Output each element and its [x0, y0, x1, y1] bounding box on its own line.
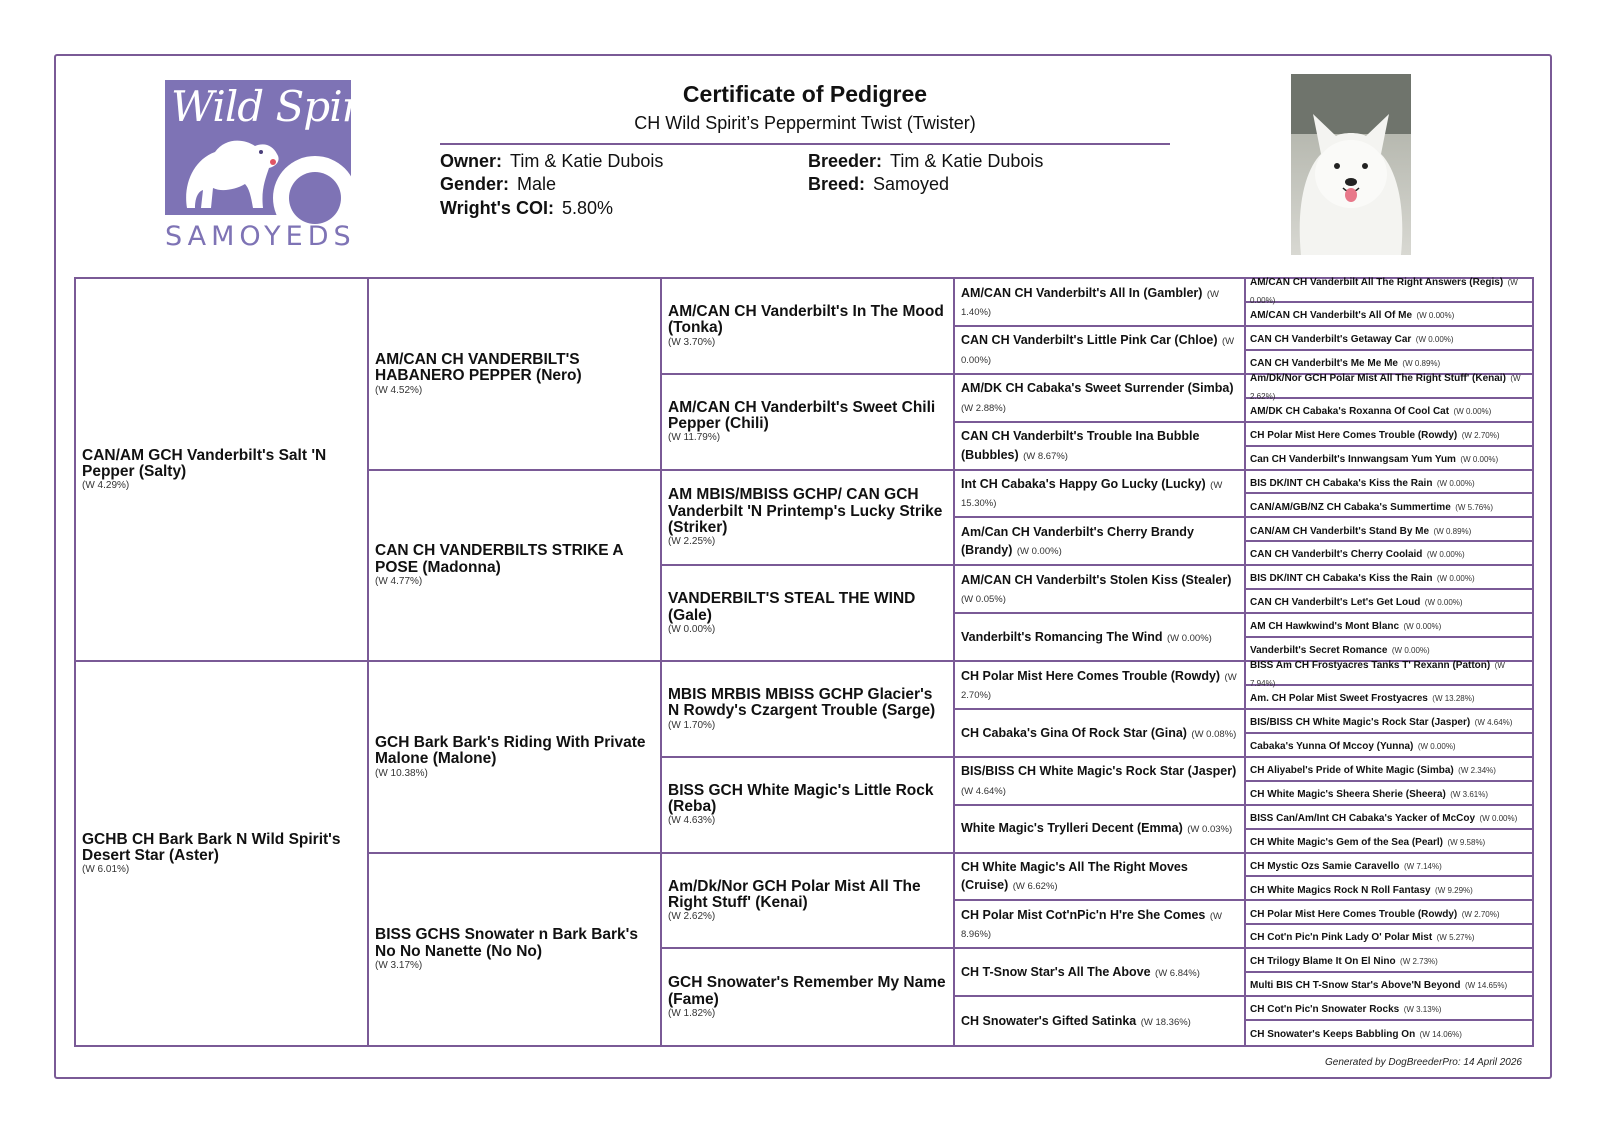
- header-divider: [440, 143, 1170, 145]
- dog-name: AM/CAN CH Vanderbilt's In The Mood (Tonka): [668, 303, 944, 337]
- coi-value: (W 6.62%): [1012, 881, 1058, 893]
- gender-value: Male: [517, 174, 557, 194]
- dog-name: BIS/BISS CH White Magic's Rock Star (Jasper): [961, 764, 1237, 779]
- dog-name: AM MBIS/MBISS GCHP/ CAN GCH Vanderbilt 'N Printemp's Lucky Strike (Striker): [668, 486, 943, 536]
- coi-value: (W 0.05%): [961, 594, 1006, 606]
- pedigree-cell-gen4-3: [955, 423, 1246, 471]
- dog-name: BISS Can/Am/Int CH Cabaka's Yacker of McCoy: [1250, 812, 1476, 824]
- coi-value: (W 10.38%): [375, 767, 428, 779]
- pedigree-cell-gen1-1: [76, 662, 369, 1045]
- pedigree-cell-gen5-30: [1246, 997, 1532, 1021]
- pedigree-cell-gen4-4: [955, 471, 1246, 519]
- pedigree-cell-gen5-4: [1246, 375, 1532, 399]
- coi-value: (W 0.00%): [1416, 311, 1455, 321]
- dog-name: CH White Magic's Gem of the Sea (Pearl): [1250, 836, 1443, 848]
- coi-value: (W 0.00%): [1403, 622, 1442, 632]
- pedigree-cell-gen3-2: [662, 471, 955, 567]
- dog-name: BISS GCHS Snowater n Bark Bark's No No Nanette (No No): [375, 926, 638, 960]
- coi-value: (W 3.13%): [1403, 1005, 1442, 1015]
- coi-value: (W 9.58%): [1447, 837, 1486, 847]
- pedigree-cell-gen3-3: [662, 566, 955, 662]
- pedigree-cell-gen5-16: [1246, 662, 1532, 686]
- coi-value: (W 0.00%): [1436, 574, 1475, 584]
- pedigree-cell-gen5-19: [1246, 734, 1532, 758]
- dog-name: CH Mystic Ozs Samie Caravello: [1250, 860, 1400, 872]
- dog-name: Am/Can CH Vanderbilt's Cherry Brandy (Brandy): [961, 524, 1194, 558]
- pedigree-cell-gen4-11: [955, 806, 1246, 854]
- dog-name: AM CH Hawkwind's Mont Blanc: [1250, 621, 1400, 633]
- pedigree-cell-gen4-1: [955, 327, 1246, 375]
- dog-name: CH Cabaka's Gina Of Rock Star (Gina): [961, 725, 1187, 740]
- dog-name: Am. CH Polar Mist Sweet Frostyacres: [1250, 693, 1428, 705]
- pedigree-cell-gen5-9: [1246, 494, 1532, 518]
- generation-2-column: [369, 279, 662, 1045]
- pedigree-cell-gen4-14: [955, 949, 1246, 997]
- coi-value: (W 4.63%): [668, 815, 716, 827]
- dog-name: Am/Dk/Nor GCH Polar Mist All The Right Stuff' (Kenai): [668, 877, 921, 911]
- pedigree-cell-gen4-8: [955, 662, 1246, 710]
- pedigree-cell-gen5-21: [1246, 782, 1532, 806]
- generated-footer: Generated by DogBreederPro: 14 April 2026: [1325, 1057, 1522, 1068]
- pedigree-cell-gen4-5: [955, 518, 1246, 566]
- coi-value: (W 4.52%): [375, 384, 423, 396]
- dog-name: BISS Am CH Frostyacres Tanks T' Rexann (Patton): [1250, 660, 1491, 672]
- coi-value: (W 4.77%): [375, 576, 423, 588]
- pedigree-cell-gen2-0: [369, 279, 662, 471]
- coi-value: (W 6.01%): [82, 864, 130, 876]
- coi-value: (W 14.06%): [1419, 1030, 1462, 1040]
- pedigree-cell-gen4-12: [955, 854, 1246, 902]
- pedigree-cell-gen5-18: [1246, 710, 1532, 734]
- coi-value: (W 0.00%): [1460, 454, 1499, 464]
- pedigree-cell-gen5-25: [1246, 877, 1532, 901]
- gender-label: Gender:: [440, 174, 510, 194]
- coi-value: (W 8.67%): [1023, 450, 1068, 462]
- pedigree-cell-gen5-24: [1246, 854, 1532, 878]
- dog-name: CH Snowater's Gifted Satinka: [961, 1013, 1137, 1028]
- dog-name: GCH Snowater's Remember My Name (Fame): [668, 974, 946, 1008]
- coi-value: (W 0.00%): [668, 623, 716, 635]
- dog-name: AM/CAN CH Vanderbilt's Stolen Kiss (Stealer): [961, 572, 1232, 587]
- coi-value: (W 7.14%): [1403, 861, 1442, 871]
- dog-name: CAN/AM CH Vanderbilt's Stand By Me: [1250, 525, 1430, 537]
- coi-value: (W 18.36%): [1140, 1016, 1191, 1028]
- dog-name: BIS DK/INT CH Cabaka's Kiss the Rain: [1250, 477, 1433, 489]
- coi-value: (W 14.65%): [1464, 981, 1508, 991]
- pedigree-cell-gen5-8: [1246, 471, 1532, 495]
- pedigree-cell-gen5-13: [1246, 590, 1532, 614]
- coi-value: (W 0.89%): [1402, 358, 1441, 368]
- coi-value: (W 4.29%): [82, 480, 130, 492]
- coi-value: (W 0.00%): [1453, 406, 1492, 416]
- dog-name: BIS DK/INT CH Cabaka's Kiss the Rain: [1250, 573, 1433, 585]
- coi-value: (W 2.34%): [1458, 765, 1496, 775]
- coi-value: (W 2.88%): [961, 402, 1006, 414]
- pedigree-cell-gen3-5: [662, 758, 955, 854]
- dog-name: CAN CH Vanderbilt's Cherry Coolaid: [1250, 549, 1423, 561]
- generation-4-column: [955, 279, 1246, 1045]
- breeder-field: [808, 151, 1043, 172]
- dog-name: AM/DK CH Cabaka's Roxanna Of Cool Cat: [1250, 405, 1450, 417]
- kennel-logo: [165, 80, 390, 252]
- coi-value: (W 2.70%): [1461, 430, 1500, 440]
- pedigree-cell-gen3-6: [662, 854, 955, 950]
- dog-name: CAN CH Vanderbilt's Little Pink Car (Chloe): [961, 333, 1218, 348]
- pedigree-cell-gen5-29: [1246, 973, 1532, 997]
- pedigree-cell-gen5-22: [1246, 806, 1532, 830]
- dog-name: CH Polar Mist Cot'nPic'n H're She Comes: [961, 907, 1206, 922]
- breed-label: Breed:: [808, 174, 866, 194]
- pedigree-cell-gen4-15: [955, 997, 1246, 1045]
- dog-name: AM/CAN CH Vanderbilt's All In (Gambler): [961, 285, 1203, 300]
- pedigree-cell-gen5-0: [1246, 279, 1532, 303]
- breed-field: [808, 174, 949, 195]
- dog-photo: [1291, 74, 1411, 255]
- pedigree-cell-gen4-7: [955, 614, 1246, 662]
- certificate-title: Certificate of Pedigree: [682, 81, 928, 107]
- samoyed-logo-icon: [165, 80, 351, 215]
- pedigree-cell-gen3-0: [662, 279, 955, 375]
- coi-value: (W 0.08%): [1191, 728, 1237, 740]
- dog-name: CH Wild Spirit’s Peppermint Twist (Twister): [634, 113, 976, 133]
- coi-value: (W 3.17%): [375, 960, 423, 972]
- pedigree-cell-gen5-26: [1246, 901, 1532, 925]
- pedigree-cell-gen1-0: [76, 279, 369, 662]
- owner-field: [440, 151, 663, 172]
- gender-field: [440, 174, 556, 195]
- coi-value: (W 1.70%): [668, 719, 716, 731]
- coi-value: (W 2.70%): [1461, 909, 1500, 919]
- dog-name: CAN CH Vanderbilt's Me Me Me: [1250, 357, 1398, 369]
- dog-name: AM/CAN CH VANDERBILT'S HABANERO PEPPER (Nero): [375, 350, 582, 385]
- dog-name: GCH Bark Bark's Riding With Private Malone (Malone): [375, 733, 646, 768]
- pedigree-cell-gen5-27: [1246, 925, 1532, 949]
- samoyed-photo-illustration: [1291, 74, 1411, 255]
- coi-value: (W 0.00%): [1479, 813, 1518, 823]
- dog-name: CH Cot'n Pic'n Snowater Rocks: [1250, 1004, 1400, 1016]
- pedigree-cell-gen2-3: [369, 854, 662, 1046]
- dog-name: CH Polar Mist Here Comes Trouble (Rowdy): [1250, 908, 1458, 920]
- coi-field: [440, 198, 613, 219]
- coi-value: (W 8.96%): [961, 910, 1222, 941]
- coi-value: (W 0.00%): [1016, 546, 1062, 558]
- dog-name: White Magic's Trylleri Decent (Emma): [961, 821, 1183, 836]
- dog-name: BIS/BISS CH White Magic's Rock Star (Jasper): [1250, 717, 1471, 729]
- coi-value: (W 0.00%): [1391, 646, 1430, 656]
- pedigree-cell-gen5-20: [1246, 758, 1532, 782]
- generation-5-column: [1246, 279, 1532, 1045]
- pedigree-table: [74, 277, 1534, 1047]
- coi-value: (W 13.28%): [1432, 694, 1475, 704]
- pedigree-cell-gen5-5: [1246, 399, 1532, 423]
- coi-value: (W 0.00%): [1250, 278, 1518, 305]
- pedigree-cell-gen5-28: [1246, 949, 1532, 973]
- pedigree-cell-gen5-11: [1246, 542, 1532, 566]
- coi-value: (W 0.00%): [1426, 550, 1465, 560]
- breeder-label: Breeder:: [808, 151, 883, 171]
- dog-name: MBIS MRBIS MBISS GCHP Glacier's N Rowdy's Czargent Trouble (Sarge): [668, 686, 936, 720]
- pedigree-cell-gen5-23: [1246, 830, 1532, 854]
- coi-value: (W 5.27%): [1436, 933, 1475, 943]
- coi-value: (W 2.70%): [961, 671, 1237, 701]
- coi-value: (W 1.82%): [668, 1007, 716, 1019]
- dog-name: AM/CAN CH Vanderbilt's All Of Me: [1250, 310, 1413, 322]
- coi-value: (W 2.25%): [668, 536, 716, 548]
- dog-name: CH White Magics Rock N Roll Fantasy: [1250, 884, 1431, 896]
- dog-name: CH Cot'n Pic'n Pink Lady O' Polar Mist: [1250, 932, 1433, 944]
- dog-name: CAN CH VANDERBILTS STRIKE A POSE (Madonna): [375, 542, 623, 576]
- pedigree-cell-gen5-10: [1246, 518, 1532, 542]
- dog-name: CH Polar Mist Here Comes Trouble (Rowdy): [961, 668, 1221, 683]
- coi-value: (W 4.64%): [961, 785, 1006, 797]
- pedigree-cell-gen4-6: [955, 566, 1246, 614]
- dog-name: VANDERBILT'S STEAL THE WIND (Gale): [668, 590, 916, 624]
- logo-script-text: Wild Spirit: [171, 82, 390, 131]
- coi-value: 5.80%: [561, 198, 613, 218]
- coi-value: (W 0.00%): [1424, 598, 1463, 608]
- pedigree-cell-gen2-1: [369, 471, 662, 663]
- dog-name: CH Snowater's Keeps Babbling On: [1250, 1029, 1416, 1041]
- coi-value: (W 0.03%): [1187, 824, 1233, 836]
- coi-value: (W 0.00%): [961, 336, 1235, 366]
- coi-value: (W 0.89%): [1433, 526, 1472, 536]
- pedigree-cell-gen5-14: [1246, 614, 1532, 638]
- coi-value: (W 11.79%): [668, 432, 721, 444]
- dog-name: CAN CH Vanderbilt's Getaway Car: [1250, 334, 1412, 346]
- coi-value: (W 9.29%): [1435, 885, 1473, 895]
- pedigree-cell-gen3-7: [662, 949, 955, 1045]
- pedigree-cell-gen5-31: [1246, 1021, 1532, 1045]
- dog-name: AM/DK CH Cabaka's Sweet Surrender (Simba): [961, 381, 1234, 396]
- pedigree-cell-gen4-2: [955, 375, 1246, 423]
- dog-name: Int CH Cabaka's Happy Go Lucky (Lucky): [961, 477, 1206, 492]
- coi-value: (W 5.76%): [1455, 502, 1494, 512]
- pedigree-cell-gen5-17: [1246, 686, 1532, 710]
- dog-name: CH White Magic's All The Right Moves (Cruise): [961, 860, 1188, 893]
- breed-value: Samoyed: [873, 174, 950, 194]
- pedigree-cell-gen5-2: [1246, 327, 1532, 351]
- dog-name: Am/Dk/Nor GCH Polar Mist All The Right Stuff' (Kenai): [1250, 373, 1506, 385]
- breeder-value: Tim & Katie Dubois: [890, 151, 1044, 171]
- dog-name: AM/CAN CH Vanderbilt All The Right Answers (Regis): [1250, 277, 1504, 289]
- coi-value: (W 2.62%): [668, 911, 716, 923]
- pedigree-cell-gen4-0: [955, 279, 1246, 327]
- coi-label: Wright's COI:: [440, 198, 554, 218]
- coi-value: (W 4.64%): [1474, 718, 1513, 728]
- pedigree-cell-gen5-12: [1246, 566, 1532, 590]
- dog-name: CAN CH Vanderbilt's Trouble Ina Bubble (Bubbles): [961, 429, 1200, 462]
- dog-name: Cabaka's Yunna Of Mccoy (Yunna): [1250, 740, 1414, 752]
- coi-value: (W 0.00%): [1436, 478, 1475, 488]
- coi-value: (W 0.00%): [1417, 741, 1456, 751]
- dog-name: BISS GCH White Magic's Little Rock (Reba): [668, 781, 934, 816]
- dog-name: CAN/AM/GB/NZ CH Cabaka's Summertime: [1250, 501, 1451, 513]
- pedigree-cell-gen5-1: [1246, 303, 1532, 327]
- generation-3-column: [662, 279, 955, 1045]
- dog-name: CAN CH Vanderbilt's Let's Get Loud: [1250, 597, 1421, 609]
- coi-value: (W 3.61%): [1450, 789, 1489, 799]
- pedigree-cell-gen5-7: [1246, 447, 1532, 471]
- logo-badge: [165, 80, 390, 215]
- coi-value: (W 2.62%): [1250, 374, 1521, 401]
- dog-name: CAN/AM GCH Vanderbilt's Salt 'N Pepper (Salty): [82, 446, 327, 480]
- dog-name: CH Aliyabel's Pride of White Magic (Simba): [1250, 764, 1454, 776]
- pedigree-cell-gen4-13: [955, 901, 1246, 949]
- dog-name: AM/CAN CH Vanderbilt's Sweet Chili Pepper (Chili): [668, 398, 936, 433]
- dog-name: CH Trilogy Blame It On El Nino: [1250, 956, 1396, 968]
- pedigree-cell-gen3-1: [662, 375, 955, 471]
- pedigree-cell-gen2-2: [369, 662, 662, 854]
- dog-name: CH White Magic's Sheera Sherie (Sheera): [1250, 788, 1446, 800]
- coi-value: (W 1.40%): [961, 288, 1220, 318]
- dog-name: GCHB CH Bark Bark N Wild Spirit's Desert Star (Aster): [82, 830, 341, 864]
- generation-1-column: [76, 279, 369, 1045]
- pedigree-cell-gen5-6: [1246, 423, 1532, 447]
- coi-value: (W 3.70%): [668, 336, 716, 348]
- pedigree-cell-gen4-10: [955, 758, 1246, 806]
- coi-value: (W 0.00%): [1166, 632, 1212, 644]
- dog-name: CH T-Snow Star's All The Above: [961, 964, 1151, 979]
- owner-label: Owner:: [440, 151, 503, 171]
- coi-value: (W 15.30%): [961, 480, 1223, 510]
- dog-name: CH Polar Mist Here Comes Trouble (Rowdy): [1250, 429, 1458, 441]
- coi-value: (W 0.00%): [1415, 335, 1454, 345]
- pedigree-cell-gen4-9: [955, 710, 1246, 758]
- logo-wordmark: SAMOYEDS: [165, 221, 356, 252]
- coi-value: (W 6.84%): [1155, 967, 1200, 979]
- coi-value: (W 2.73%): [1400, 957, 1438, 967]
- dog-name: Vanderbilt's Romancing The Wind: [961, 629, 1163, 644]
- dog-name: Can CH Vanderbilt's Innwangsam Yum Yum: [1250, 453, 1456, 465]
- dog-name: Vanderbilt's Secret Romance: [1250, 645, 1388, 657]
- dog-name: Multi BIS CH T-Snow Star's Above'N Beyond: [1250, 980, 1461, 992]
- coi-value: (W 7.94%): [1250, 661, 1505, 688]
- owner-value: Tim & Katie Dubois: [510, 151, 664, 171]
- pedigree-cell-gen3-4: [662, 662, 955, 758]
